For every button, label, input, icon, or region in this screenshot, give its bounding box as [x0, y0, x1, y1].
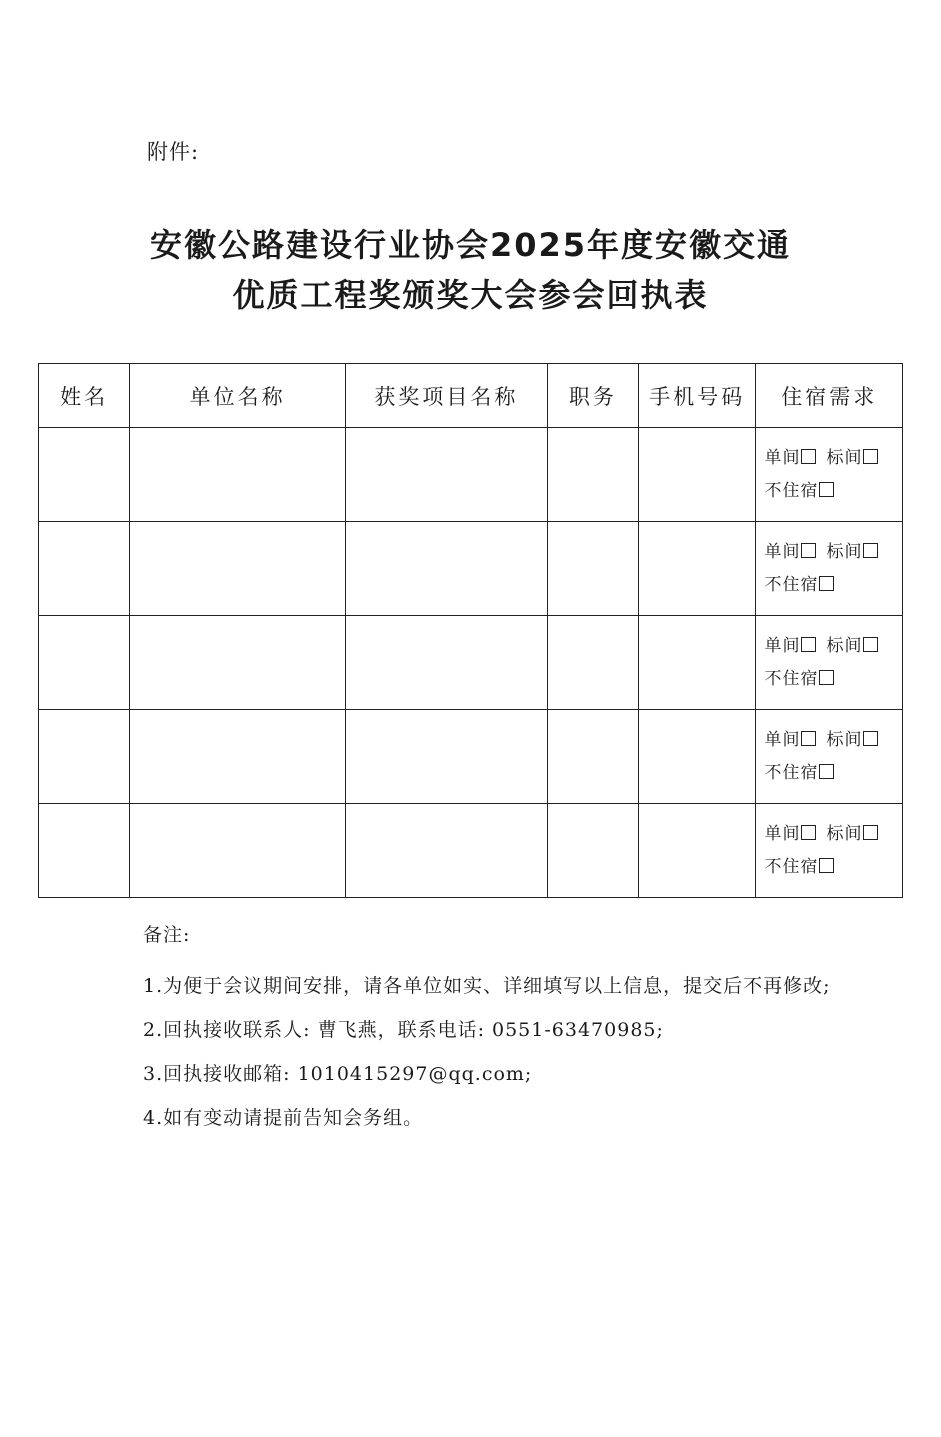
option-label: 标间: [826, 542, 863, 562]
checkbox-icon[interactable]: [863, 637, 878, 652]
cell-project[interactable]: [346, 428, 548, 522]
checkbox-icon[interactable]: [819, 764, 834, 779]
checkbox-icon[interactable]: [819, 670, 834, 685]
lodging-line-rooms: [764, 428, 902, 474]
cell-project[interactable]: [346, 710, 548, 804]
cell-position[interactable]: [547, 616, 638, 710]
notes-section: [143, 920, 843, 1140]
checkbox-icon[interactable]: [801, 449, 816, 464]
checkbox-icon[interactable]: [819, 858, 834, 873]
cell-lodging: [756, 522, 903, 616]
cell-lodging: [756, 710, 903, 804]
checkbox-icon[interactable]: [863, 825, 878, 840]
option-no-lodging[interactable]: [764, 568, 834, 602]
lodging-line-rooms: [764, 804, 902, 850]
lodging-line-rooms: [764, 522, 902, 568]
option-label: 单间: [764, 448, 801, 468]
notes-title: 备注:: [143, 924, 191, 946]
cell-phone[interactable]: [639, 804, 756, 898]
header-unit: 单位名称: [130, 364, 346, 428]
cell-name[interactable]: [39, 710, 130, 804]
note-item-2: 2.回执接收联系人: 曹飞燕，联系电话: 0551-63470985;: [143, 1019, 664, 1041]
cell-position[interactable]: [547, 522, 638, 616]
cell-phone[interactable]: [639, 428, 756, 522]
checkbox-icon[interactable]: [819, 482, 834, 497]
table-row: [39, 804, 903, 898]
cell-unit[interactable]: [130, 522, 346, 616]
cell-unit[interactable]: [130, 428, 346, 522]
cell-name[interactable]: [39, 616, 130, 710]
checkbox-icon[interactable]: [801, 731, 816, 746]
table-row: [39, 616, 903, 710]
option-label: 标间: [826, 730, 863, 750]
title-line-1: 安徽公路建设行业协会2025年度安徽交通: [149, 226, 792, 264]
cell-position[interactable]: [547, 710, 638, 804]
lodging-line-none: [764, 756, 902, 802]
note-item-4: 4.如有变动请提前告知会务组。: [143, 1107, 424, 1129]
cell-lodging: [756, 616, 903, 710]
lodging-line-rooms: [764, 710, 902, 756]
cell-phone[interactable]: [639, 710, 756, 804]
checkbox-icon[interactable]: [801, 543, 816, 558]
cell-project[interactable]: [346, 522, 548, 616]
header-position: 职务: [547, 364, 638, 428]
option-label: 不住宿: [764, 575, 819, 595]
cell-phone[interactable]: [639, 616, 756, 710]
header-project: 获奖项目名称: [346, 364, 548, 428]
checkbox-icon[interactable]: [819, 576, 834, 591]
attachment-label: 附件:: [147, 140, 200, 164]
table-row: [39, 428, 903, 522]
table-header-row: [39, 364, 903, 428]
cell-name[interactable]: [39, 522, 130, 616]
option-label: 不住宿: [764, 481, 819, 501]
cell-name[interactable]: [39, 428, 130, 522]
title-line-2: 优质工程奖颁奖大会参会回执表: [232, 276, 709, 314]
option-label: 不住宿: [764, 763, 819, 783]
checkbox-icon[interactable]: [863, 731, 878, 746]
cell-name[interactable]: [39, 804, 130, 898]
header-name: 姓名: [39, 364, 130, 428]
checkbox-icon[interactable]: [801, 825, 816, 840]
cell-unit[interactable]: [130, 616, 346, 710]
option-label: 标间: [826, 824, 863, 844]
option-label: 单间: [764, 542, 801, 562]
cell-position[interactable]: [547, 804, 638, 898]
header-lodging: 住宿需求: [756, 364, 903, 428]
option-no-lodging[interactable]: [764, 474, 834, 508]
registration-table: [38, 363, 903, 898]
note-item-3: 3.回执接收邮箱: 1010415297@qq.com;: [143, 1063, 533, 1085]
lodging-line-none: [764, 474, 902, 520]
checkbox-icon[interactable]: [801, 637, 816, 652]
checkbox-icon[interactable]: [863, 449, 878, 464]
option-label: 标间: [826, 448, 863, 468]
cell-project[interactable]: [346, 804, 548, 898]
table-row: [39, 522, 903, 616]
cell-phone[interactable]: [639, 522, 756, 616]
cell-unit[interactable]: [130, 710, 346, 804]
note-item-1: 1.为便于会议期间安排，请各单位如实、详细填写以上信息，提交后不再修改;: [143, 975, 831, 997]
cell-lodging: [756, 428, 903, 522]
document-title: [0, 220, 941, 320]
option-label: 单间: [764, 730, 801, 750]
cell-project[interactable]: [346, 616, 548, 710]
option-no-lodging[interactable]: [764, 756, 834, 790]
option-label: 不住宿: [764, 669, 819, 689]
cell-lodging: [756, 804, 903, 898]
option-label: 单间: [764, 824, 801, 844]
option-label: 标间: [826, 636, 863, 656]
option-no-lodging[interactable]: [764, 850, 834, 884]
option-label: 单间: [764, 636, 801, 656]
table-row: [39, 710, 903, 804]
cell-unit[interactable]: [130, 804, 346, 898]
checkbox-icon[interactable]: [863, 543, 878, 558]
lodging-line-none: [764, 662, 902, 708]
lodging-line-rooms: [764, 616, 902, 662]
option-label: 不住宿: [764, 857, 819, 877]
lodging-line-none: [764, 850, 902, 896]
cell-position[interactable]: [547, 428, 638, 522]
lodging-line-none: [764, 568, 902, 614]
header-phone: 手机号码: [639, 364, 756, 428]
option-no-lodging[interactable]: [764, 662, 834, 696]
